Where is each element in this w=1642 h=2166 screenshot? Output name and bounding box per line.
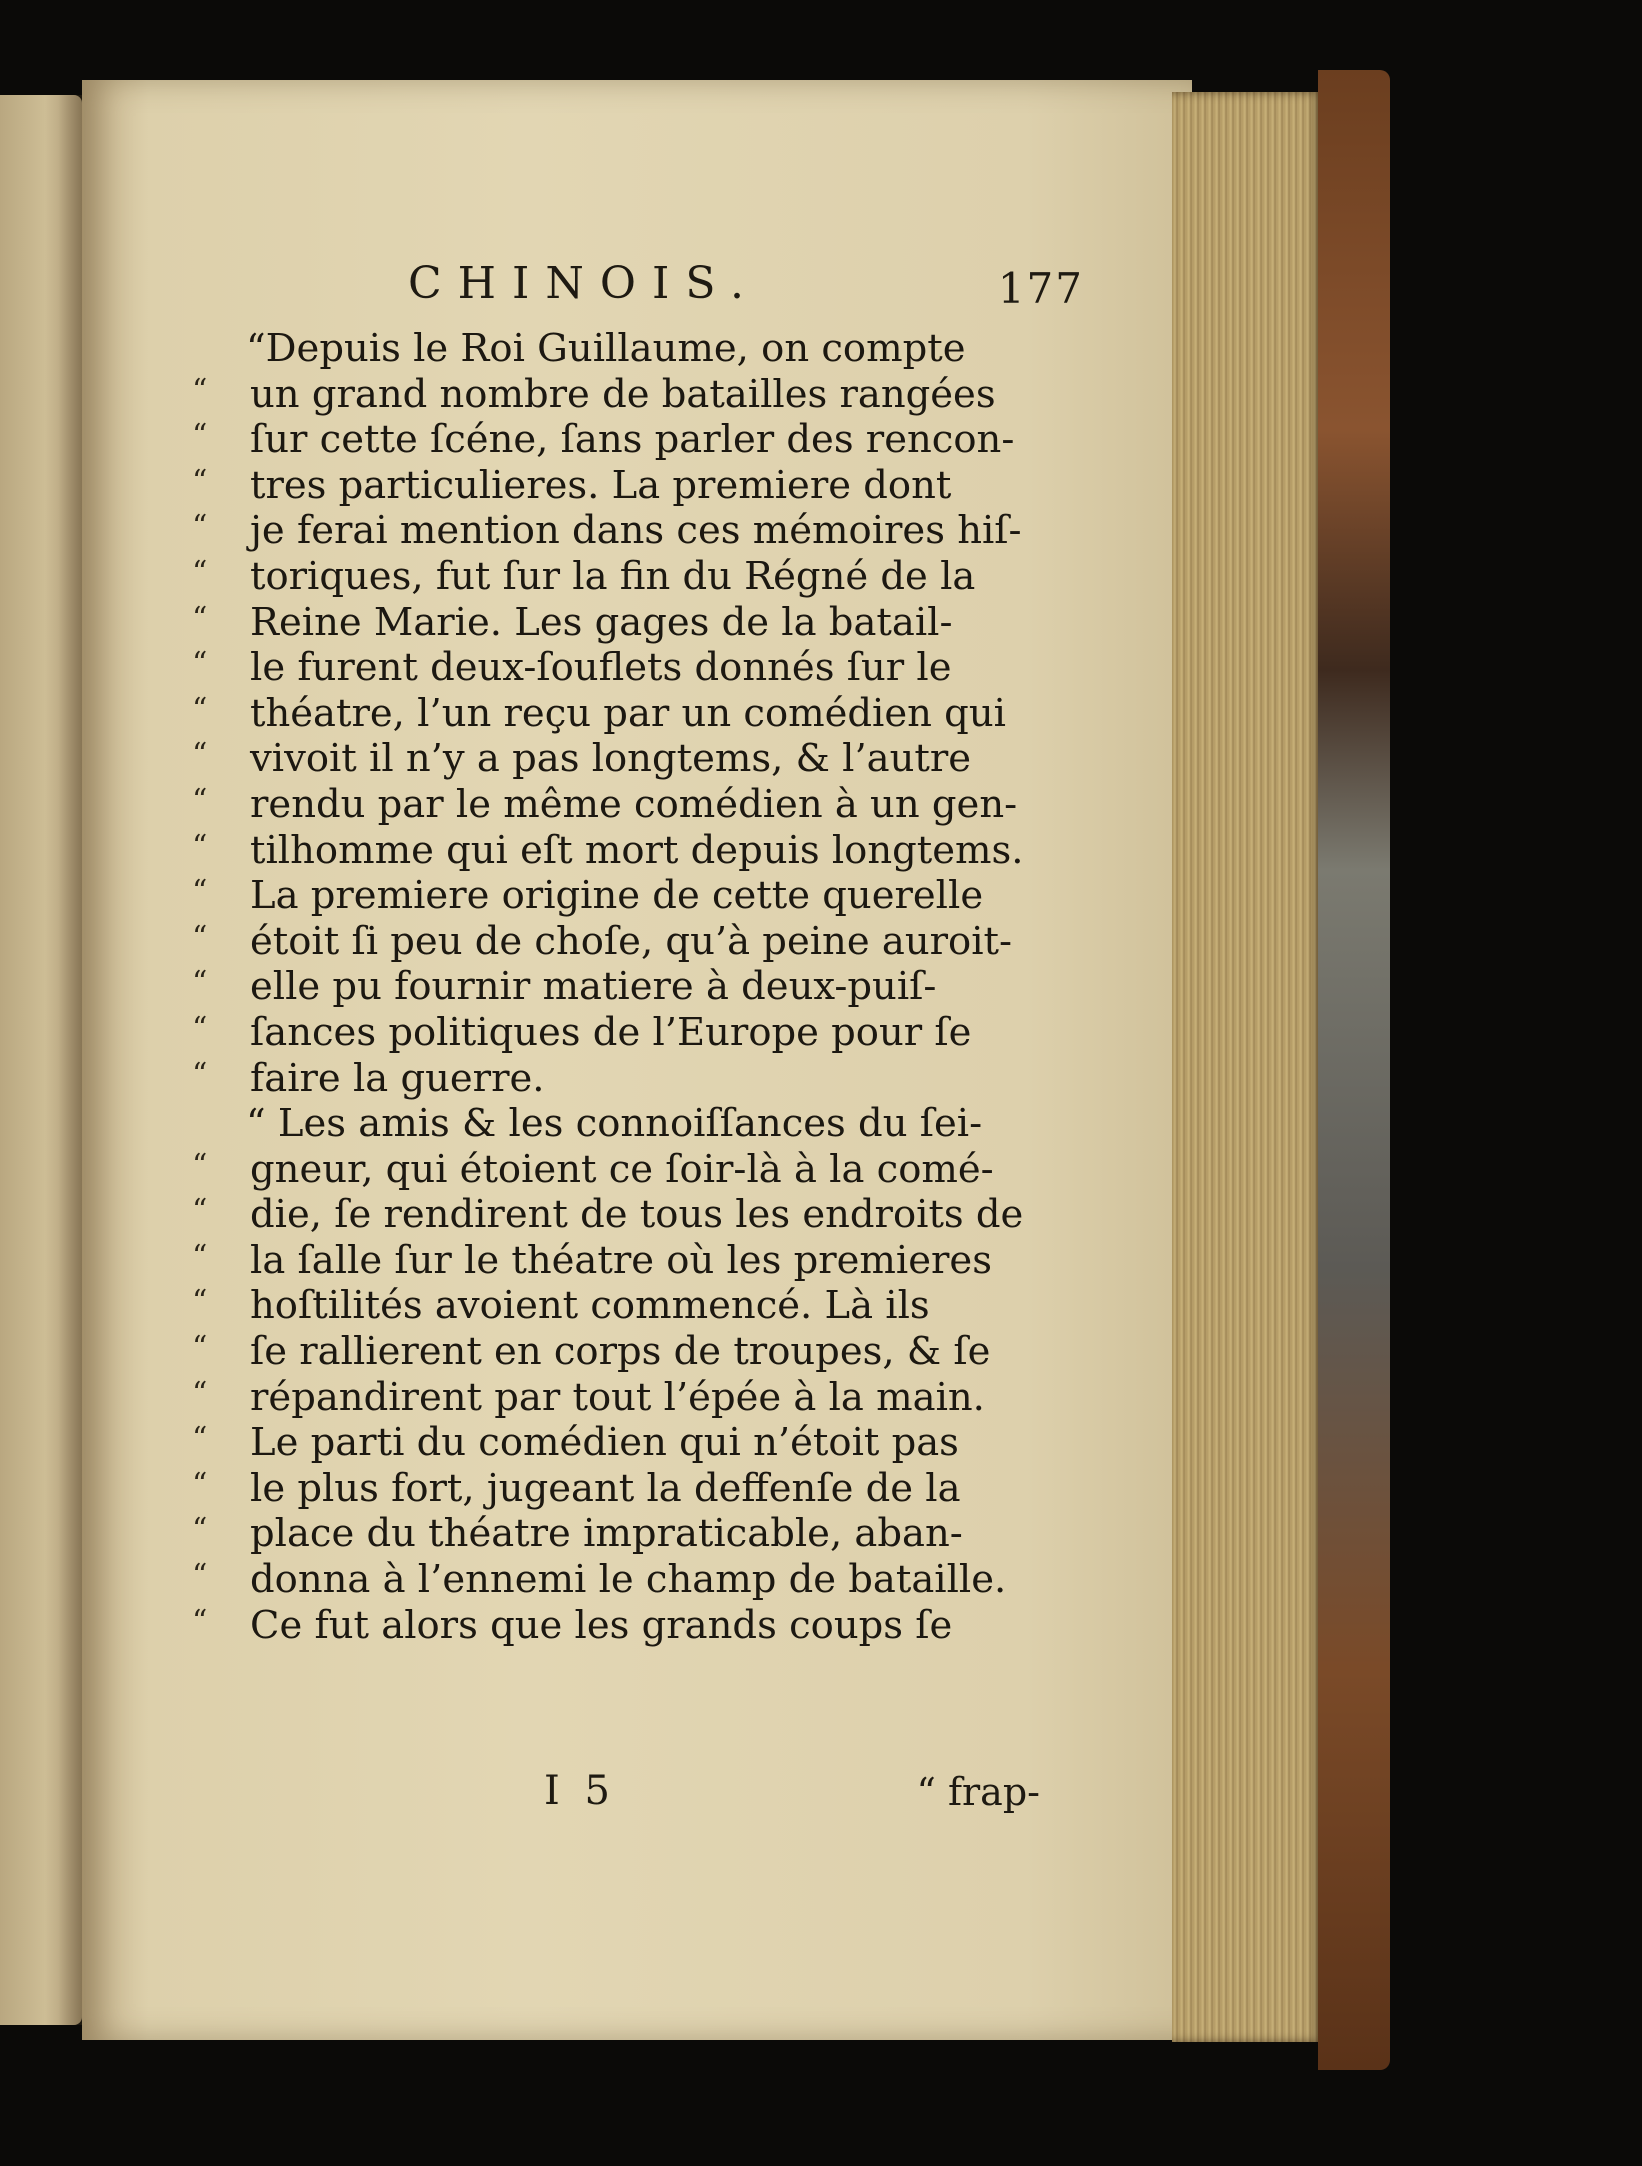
quote-marker: “ [192,1284,208,1320]
line-text: je ferai mention dans ces mémoires hiſ- [250,508,1022,554]
quote-marker: “ [192,874,208,910]
line-text: toriques, fut ſur la fin du Régné de la [250,553,976,599]
text-line [192,1056,1052,1102]
text-line [192,782,1052,828]
text-line [192,417,1052,463]
quote-marker: “ [192,1466,208,1502]
line-text: théatre, l’un reçu par un comédien qui [250,690,1006,736]
text-line [192,600,1052,646]
quote-marker: “ [192,1193,208,1229]
quote-marker: “ [192,418,208,454]
line-text: le furent deux-ſouflets donnés ſur le [250,645,952,691]
line-text: hoſtilités avoient commencé. Là ils [250,1283,930,1329]
signature-mark: I 5 [544,1768,616,1814]
text-line [192,508,1052,554]
line-text: étoit ſi peu de choſe, qu’à peine auroit- [250,918,1012,964]
quote-marker: “ [192,1421,208,1457]
quote-marker: “ [192,1603,208,1639]
line-text: La premiere origine de cette querelle [250,873,984,919]
text-line [192,1192,1052,1238]
line-text: vivoit il n’y a pas longtems, & l’autre [250,736,972,782]
quote-marker: “ [192,1238,208,1274]
quote-marker: “ [192,463,208,499]
text-line [192,1283,1052,1329]
quote-marker: “ [192,1512,208,1548]
line-text: donna à l’ennemi le champ de bataille. [250,1557,1007,1603]
text-line [192,1147,1052,1193]
quote-marker: “ [192,1010,208,1046]
line-text: ſur cette ſcéne, ſans parler des rencon- [250,417,1015,463]
text-line [192,1511,1052,1557]
line-text: ſances politiques de l’Europe pour ſe [250,1009,972,1055]
line-text: rendu par le même comédien à un gen- [250,781,1018,827]
page-number: 177 [997,264,1084,313]
quote-marker: “ [192,600,208,636]
line-text: “Depuis le Roi Guillaume, on compte [246,326,966,371]
catchword: “ frap- [916,1770,1040,1814]
text-line [192,1557,1052,1603]
line-text: tilhomme qui eſt mort depuis longtems. [250,827,1024,873]
quote-marker: “ [192,1375,208,1411]
quote-marker: “ [192,1147,208,1183]
line-text: faire la guerre. [250,1055,545,1101]
line-text: place du théatre impraticable, aban- [250,1511,963,1557]
quote-marker: “ [192,1056,208,1092]
line-text: elle pu fournir matiere à deux-puiſ- [250,964,937,1010]
page-footer [540,1768,1060,1828]
text-line [192,1101,1052,1147]
text-line [192,1010,1052,1056]
quote-marker: “ [192,828,208,864]
text-line [192,1420,1052,1466]
body-text [192,326,1052,1648]
line-text: ſe rallierent en corps de troupes, & ſe [250,1329,991,1375]
text-line [192,1603,1052,1649]
line-text: tres particulieres. La premiere dont [250,462,952,508]
quote-marker: “ [192,782,208,818]
quote-marker: “ [192,1558,208,1594]
quote-marker: “ [192,737,208,773]
text-line [192,645,1052,691]
quote-marker: “ [192,691,208,727]
line-text: Le parti du comédien qui n’étoit pas [250,1420,959,1466]
text-line [192,828,1052,874]
page-header [408,258,1098,328]
quote-marker: “ [192,965,208,1001]
text-line [192,1238,1052,1284]
line-text: gneur, qui étoient ce ſoir-là à la comé- [250,1146,994,1192]
text-line [192,919,1052,965]
quote-marker: “ [192,646,208,682]
line-text: le plus fort, jugeant la deffenſe de la [250,1465,961,1511]
text-line [192,554,1052,600]
line-text: répandirent par tout l’épée à la main. [250,1374,985,1420]
line-text: Ce fut alors que les grands coups ſe [250,1602,953,1648]
text-line [192,873,1052,919]
line-text: la ſalle ſur le théatre où les premieres [250,1237,992,1283]
quote-marker: “ [192,554,208,590]
line-text: die, ſe rendirent de tous les endroits de [250,1192,1024,1238]
text-line [192,691,1052,737]
leather-cover [1318,70,1390,2070]
text-line [192,1466,1052,1512]
line-text: “ Les amis & les connoiſſances du ſei- [246,1101,983,1147]
quote-marker: “ [192,509,208,545]
line-text: un grand nombre de batailles rangées [250,371,996,417]
text-line [192,372,1052,418]
page-fore-edge [1172,92,1322,2042]
running-head: CHINOIS. [408,258,760,309]
text-line [192,1375,1052,1421]
quote-marker: “ [192,919,208,955]
text-line [192,326,1052,372]
text-line [192,463,1052,509]
text-line [192,1329,1052,1375]
line-text: Reine Marie. Les gages de la batail- [250,599,953,645]
quote-marker: “ [192,1330,208,1366]
text-line [192,964,1052,1010]
quote-marker: “ [192,372,208,408]
text-line [192,736,1052,782]
